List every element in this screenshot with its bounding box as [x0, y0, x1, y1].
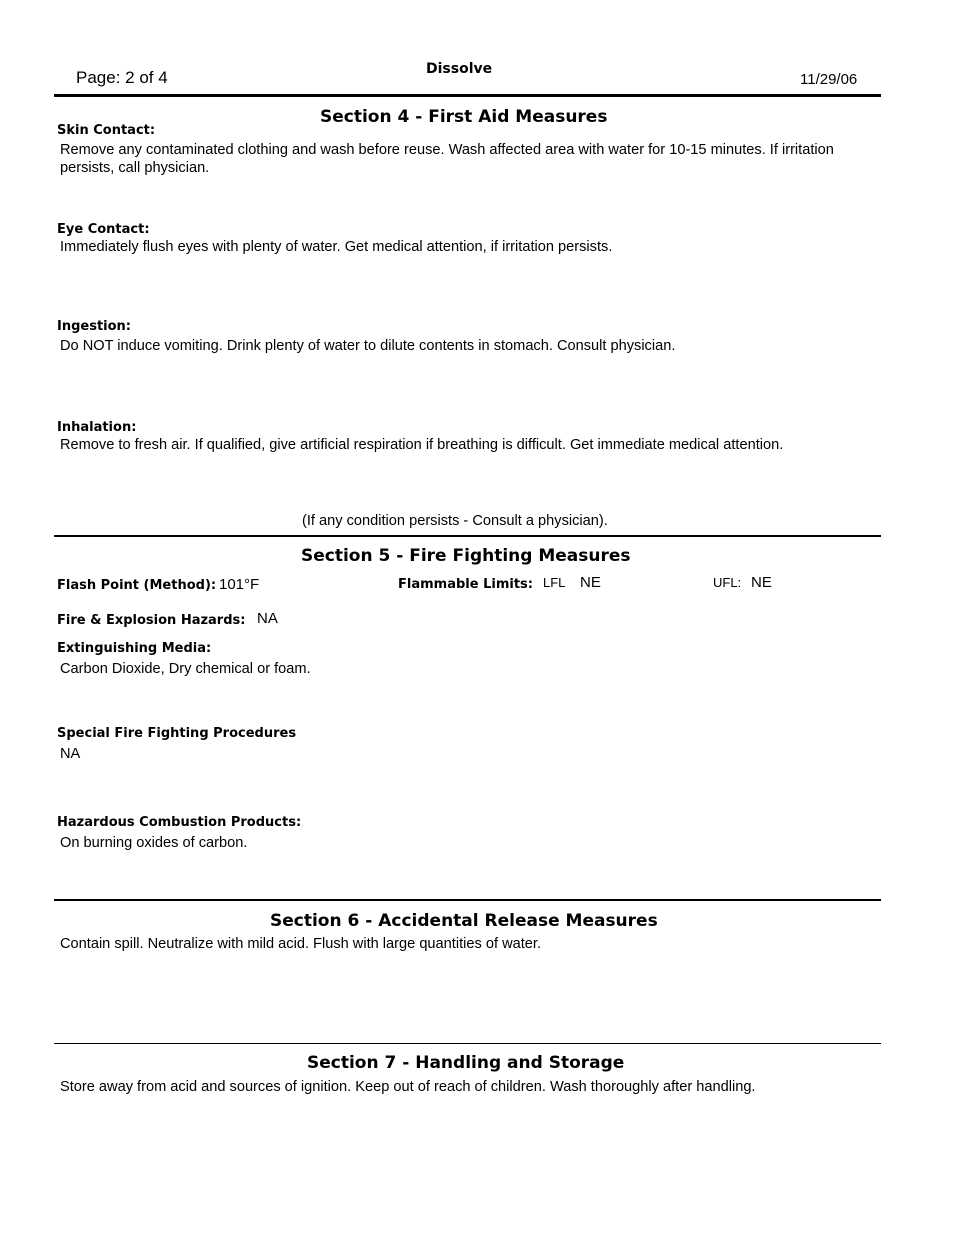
section-divider — [54, 535, 881, 537]
header-divider — [54, 94, 881, 97]
flammable-limits-label: Flammable Limits: — [398, 577, 533, 592]
fire-hazards-value: NA — [257, 610, 278, 627]
section-6-text: Contain spill. Neutralize with mild acid. Flush with large quantities of water. — [60, 936, 542, 952]
ufl-value: NE — [751, 574, 772, 591]
section-divider — [54, 899, 881, 901]
special-procedures-text: NA — [60, 746, 81, 762]
inhalation-text: Remove to fresh air. If qualified, give artificial respiration if breathing is difficult. Get immediate medical attention. — [60, 437, 784, 453]
lfl-value: NE — [580, 574, 601, 591]
section-7-text: Store away from acid and sources of ignition. Keep out of reach of children. Wash thoroughly after handling. — [60, 1079, 756, 1095]
lfl-label: LFL — [543, 575, 566, 590]
document-date: 11/29/06 — [800, 71, 858, 88]
ufl-label: UFL: — [713, 575, 742, 590]
section-5-title: Section 5 - Fire Fighting Measures — [301, 546, 631, 566]
inhalation-label: Inhalation: — [57, 420, 137, 435]
skin-contact-label: Skin Contact: — [57, 123, 156, 138]
combustion-products-label: Hazardous Combustion Products: — [57, 815, 302, 830]
flash-point-label: Flash Point (Method): — [57, 578, 217, 593]
section-6-title: Section 6 - Accidental Release Measures — [270, 911, 658, 931]
section-7-title: Section 7 - Handling and Storage — [307, 1053, 625, 1073]
section-divider — [54, 1043, 881, 1044]
document-title: Dissolve — [426, 61, 493, 77]
fire-hazards-label: Fire & Explosion Hazards: — [57, 613, 246, 628]
eye-contact-label: Eye Contact: — [57, 222, 150, 237]
flash-point-value: 101°F — [219, 576, 260, 593]
section-4-title: Section 4 - First Aid Measures — [320, 107, 608, 127]
special-procedures-label: Special Fire Fighting Procedures — [57, 726, 297, 741]
ingestion-label: Ingestion: — [57, 319, 132, 334]
eye-contact-text: Immediately flush eyes with plenty of water. Get medical attention, if irritation persists. — [60, 239, 613, 255]
skin-contact-text: Remove any contaminated clothing and wash before reuse. Wash affected area with water for 10-15 minutes. If irritation persists, call physician. — [60, 142, 834, 176]
ingestion-text: Do NOT induce vomiting. Drink plenty of water to dilute contents in stomach. Consult physician. — [60, 338, 676, 354]
physician-note: (If any condition persists - Consult a physician). — [302, 513, 608, 529]
extinguishing-media-label: Extinguishing Media: — [57, 641, 212, 656]
extinguishing-media-text: Carbon Dioxide, Dry chemical or foam. — [60, 661, 311, 677]
page-number: Page: 2 of 4 — [76, 68, 168, 87]
combustion-products-text: On burning oxides of carbon. — [60, 835, 248, 851]
